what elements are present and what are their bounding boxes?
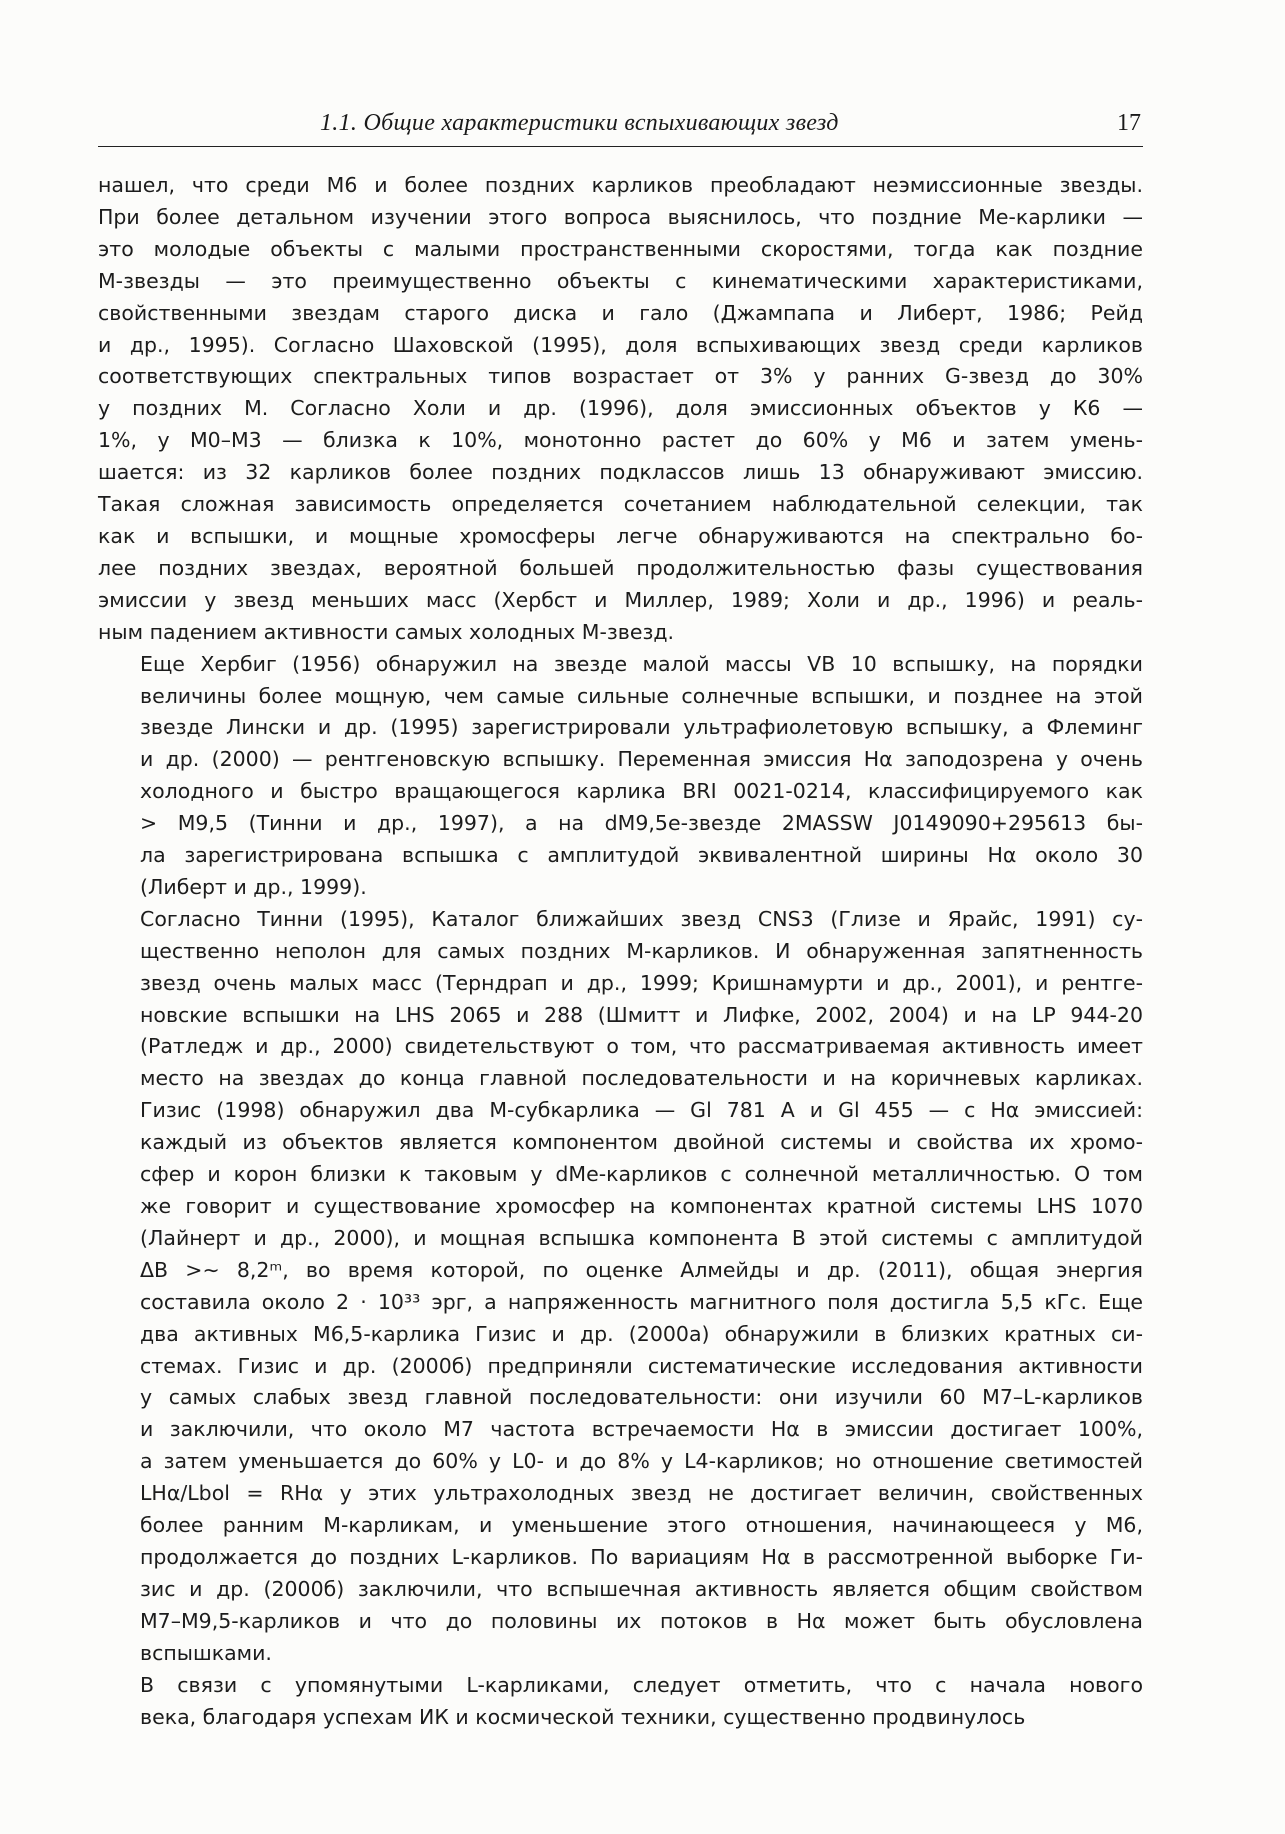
text-line: В связи с упомянутыми L-карликами, следует отметить, что с начала нового [140, 1672, 1143, 1697]
text-line: Еще Хербиг (1956) обнаружил на звезде малой массы VB 10 вспышку, на порядки [140, 651, 1143, 676]
text-line: LHα/Lbol = RHα у этих ультрахолодных звезд не достигает величин, свойственных [140, 1481, 1143, 1506]
text-line: зис и др. (2000б) заключили, что вспышечная активность является общим свойством [140, 1576, 1143, 1601]
page-number: 17 [1117, 110, 1141, 136]
text-line: и др., 1995). Согласно Шаховской (1995), доля вспыхивающих звезд среди карликов [98, 332, 1143, 357]
text-line: нашел, что среди М6 и более поздних карликов преобладают неэмиссионные звезды. [98, 173, 1143, 197]
text-line: При более детальном изучении этого вопроса выяснилось, что поздние Ме-карлики — [98, 204, 1143, 229]
text-line: звезде Лински и др. (1995) зарегистрировали ультрафиолетовую вспышку, а Флеминг [140, 715, 1143, 740]
text-line: у самых слабых звезд главной последовательности: они изучили 60 М7–L-карликов [140, 1385, 1143, 1410]
text-line: М7–М9,5-карликов и что до половины их потоков в Hα может быть обусловлена [140, 1608, 1143, 1633]
text-line: (Либерт и др., 1999). [140, 874, 367, 899]
text-line: Такая сложная зависимость определяется сочетанием наблюдательной селекции, так [98, 492, 1143, 517]
text-line: стемах. Гизис и др. (2000б) предприняли систематические исследования активности [140, 1353, 1143, 1378]
running-header [98, 108, 1143, 147]
text-line: ла зарегистрирована вспышка с амплитудой эквивалентной ширины Hα около 30 [140, 843, 1143, 868]
body-text [98, 170, 1143, 1733]
text-line: и др. (2000) — рентгеновскую вспышку. Переменная эмиссия Hα заподозрена у очень [140, 747, 1143, 772]
chapter-title: 1.1. Общие характеристики вспыхивающих звезд [320, 110, 839, 136]
text-line: вспышками. [140, 1640, 272, 1665]
text-line: Гизис (1998) обнаружил два М-субкарлика — Gl 781 A и Gl 455 — с Hα эмиссией: [140, 1098, 1143, 1123]
text-line: (Лайнерт и др., 2000), и мощная вспышка компонента B этой системы с амплитудой [140, 1225, 1143, 1250]
paragraph [98, 904, 1143, 1670]
text-line: соответствующих спектральных типов возрастает от 3% у ранних G-звезд до 30% [98, 364, 1143, 389]
text-line: ΔB >∼ 8,2ᵐ, во время которой, по оценке Алмейды и др. (2011), общая энергия [140, 1257, 1143, 1282]
text-line: же говорит и существование хромосфер на компонентах кратной системы LHS 1070 [140, 1194, 1143, 1218]
text-line: М-звезды — это преимущественно объекты с кинематическими характеристиками, [98, 268, 1143, 293]
text-line: ным падением активности самых холодных М-звезд. [98, 619, 675, 644]
text-line: новские вспышки на LHS 2065 и 288 (Шмитт и Лифке, 2002, 2004) и на LP 944-20 [140, 1002, 1143, 1027]
text-line: щественно неполон для самых поздних М-карликов. И обнаруженная запятненность [140, 938, 1143, 963]
text-line: звезд очень малых масс (Терндрап и др., 1999; Кришнамурти и др., 2001), и рентге- [140, 970, 1143, 995]
paragraph [98, 170, 1143, 649]
text-line: шается: из 32 карликов более поздних подклассов лишь 13 обнаруживают эмиссию. [98, 460, 1143, 485]
text-line: (Ратледж и др., 2000) свидетельствуют о том, что рассматриваемая активность имеет [140, 1034, 1143, 1059]
text-line: лее поздних звездах, вероятной большей продолжительностью фазы существования [98, 555, 1143, 580]
text-line: а затем уменьшается до 60% у L0- и до 8% у L4-карликов; но отношение светимостей [140, 1449, 1143, 1474]
text-line: как и вспышки, и мощные хромосферы легче обнаруживаются на спектрально бо- [98, 523, 1143, 548]
text-line: это молодые объекты с малыми пространственными скоростями, тогда как поздние [98, 236, 1143, 261]
text-line: свойственными звездам старого диска и гало (Джампапа и Либерт, 1986; Рейд [98, 300, 1143, 325]
text-line: продолжается до поздних L-карликов. По вариациям Hα в рассмотренной выборке Ги- [140, 1544, 1143, 1569]
text-line: каждый из объектов является компонентом двойной системы и свойства их хромо- [140, 1130, 1143, 1155]
paragraph [98, 1670, 1143, 1734]
text-line: место на звездах до конца главной последовательности и на коричневых карликах. [140, 1066, 1143, 1091]
paragraph [98, 649, 1143, 904]
text-line: сфер и корон близки к таковым у dMe-карликов с солнечной металличностью. О том [140, 1162, 1143, 1187]
text-line: и заключили, что около М7 частота встречаемости Hα в эмиссии достигает 100%, [140, 1417, 1143, 1442]
text-line: Согласно Тинни (1995), Каталог ближайших звезд CNS3 (Глизе и Ярайс, 1991) су- [140, 906, 1143, 931]
text-line: более ранним М-карликам, и уменьшение этого отношения, начинающееся у М6, [140, 1513, 1143, 1538]
text-line: века, благодаря успехам ИК и космической техники, существенно продвинулось [140, 1704, 1026, 1729]
text-line: эмиссии у звезд меньших масс (Хербст и Миллер, 1989; Холи и др., 1996) и реаль- [98, 587, 1143, 612]
text-line: величины более мощную, чем самые сильные солнечные вспышки, и позднее на этой [140, 683, 1143, 708]
text-line: у поздних М. Согласно Холи и др. (1996), доля эмиссионных объектов у К6 — [98, 396, 1143, 421]
text-line: > M9,5 (Тинни и др., 1997), а на dM9,5е-звезде 2MASSW J0149090+295613 бы- [140, 811, 1143, 836]
text-line: составила около 2 · 10³³ эрг, а напряженность магнитного поля достигла 5,5 кГс. Еще [140, 1289, 1143, 1314]
text-line: два активных М6,5-карлика Гизис и др. (2000а) обнаружили в близких кратных си- [140, 1321, 1143, 1346]
text-line: холодного и быстро вращающегося карлика BRI 0021-0214, классифицируемого как [140, 779, 1143, 804]
text-line: 1%, у М0–М3 — близка к 10%, монотонно растет до 60% у М6 и затем умень- [98, 428, 1143, 453]
